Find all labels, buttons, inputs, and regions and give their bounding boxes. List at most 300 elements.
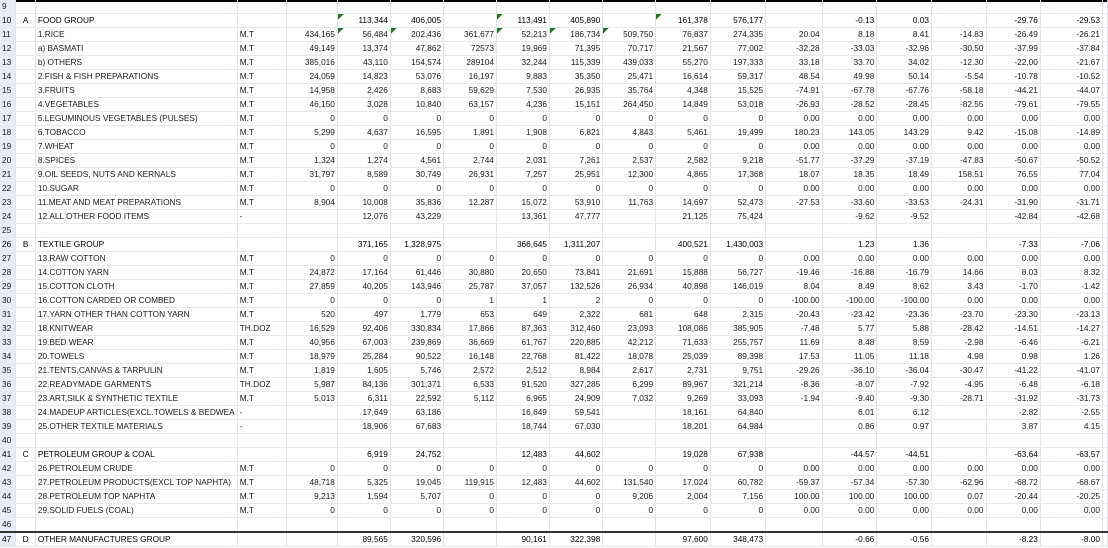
value-cell[interactable] [986,434,1040,448]
empty-cell[interactable] [1103,70,1108,84]
value-cell[interactable]: 301,371 [390,378,443,392]
value-cell[interactable]: 1 [497,294,550,308]
unit-cell[interactable]: TH.DOZ [237,378,286,392]
unit-cell[interactable]: M.T [237,98,286,112]
value-cell[interactable]: 161,378 [656,14,711,28]
value-cell[interactable] [337,0,390,14]
value-cell[interactable]: -1.94 [766,392,823,406]
value-cell[interactable]: 8.32 [1040,266,1102,280]
value-cell[interactable] [497,0,550,14]
value-cell[interactable] [766,434,823,448]
row-header[interactable]: 39 [0,420,16,434]
value-cell[interactable]: -41.07 [1040,364,1102,378]
item-name-cell[interactable]: 28.PETROLEUM TOP NAPHTA [35,490,237,504]
value-cell[interactable]: 50.14 [877,70,932,84]
value-cell[interactable]: -37.29 [822,154,877,168]
section-code-cell[interactable] [16,126,35,140]
value-cell[interactable]: -82.55 [931,98,986,112]
empty-cell[interactable] [1103,98,1108,112]
value-cell[interactable]: 36,669 [444,336,497,350]
row-header[interactable]: 22 [0,182,16,196]
value-cell[interactable]: 6.12 [877,406,932,420]
unit-cell[interactable] [237,434,286,448]
value-cell[interactable]: 0.00 [986,182,1040,196]
value-cell[interactable]: -2.98 [931,336,986,350]
value-cell[interactable]: 1,779 [390,308,443,322]
value-cell[interactable]: 0.00 [1040,140,1102,154]
empty-cell[interactable] [1103,140,1108,154]
value-cell[interactable]: 154,574 [390,56,443,70]
empty-cell[interactable] [1103,28,1108,42]
item-name-cell[interactable]: 16.COTTON CARDED OR COMBED [35,294,237,308]
value-cell[interactable]: -0.66 [822,532,877,547]
value-cell[interactable]: 321,214 [710,378,765,392]
value-cell[interactable]: 17,024 [656,476,711,490]
value-cell[interactable]: 21,567 [656,42,711,56]
value-cell[interactable]: 3.43 [931,280,986,294]
empty-cell[interactable] [1103,350,1108,364]
value-cell[interactable]: 59,317 [710,70,765,84]
value-cell[interactable] [444,532,497,547]
value-cell[interactable] [656,224,711,238]
value-cell[interactable]: 0 [603,294,656,308]
value-cell[interactable]: 4,843 [603,126,656,140]
value-cell[interactable]: 42,212 [603,336,656,350]
value-cell[interactable]: 0.00 [766,140,823,154]
value-cell[interactable]: 89,398 [710,350,765,364]
value-cell[interactable]: 6,821 [549,126,602,140]
value-cell[interactable]: 5,325 [337,476,390,490]
value-cell[interactable]: 0.00 [877,112,932,126]
value-cell[interactable]: 23,093 [603,322,656,336]
unit-cell[interactable] [237,518,286,533]
value-cell[interactable]: -23.30 [986,308,1040,322]
value-cell[interactable]: 8.03 [986,266,1040,280]
value-cell[interactable]: 40,956 [286,336,337,350]
value-cell[interactable]: -0.56 [877,532,932,547]
value-cell[interactable]: 0 [710,504,765,518]
value-cell[interactable]: 0.00 [931,140,986,154]
value-cell[interactable]: 40,205 [337,280,390,294]
value-cell[interactable]: 9,206 [603,490,656,504]
value-cell[interactable] [931,518,986,533]
value-cell[interactable]: 0 [444,252,497,266]
value-cell[interactable]: 7,032 [603,392,656,406]
value-cell[interactable]: -42.68 [1040,210,1102,224]
value-cell[interactable]: 18.07 [766,168,823,182]
value-cell[interactable]: 37,057 [497,280,550,294]
value-cell[interactable]: 26,935 [549,84,602,98]
section-code-cell[interactable] [16,518,35,533]
unit-cell[interactable]: - [237,420,286,434]
value-cell[interactable]: -5.54 [931,70,986,84]
value-cell[interactable]: 0 [286,294,337,308]
item-name-cell[interactable]: OTHER MANUFACTURES GROUP [35,532,237,547]
value-cell[interactable]: 71,395 [549,42,602,56]
value-cell[interactable]: -2.82 [986,406,1040,420]
section-code-cell[interactable] [16,490,35,504]
value-cell[interactable]: -28.71 [931,392,986,406]
value-cell[interactable]: 0.00 [986,294,1040,308]
value-cell[interactable]: 405,890 [549,14,602,28]
row-header[interactable]: 26 [0,238,16,252]
value-cell[interactable]: 0 [286,112,337,126]
value-cell[interactable]: 406,005 [390,14,443,28]
value-cell[interactable]: 202,436 [390,28,443,42]
value-cell[interactable] [603,420,656,434]
value-cell[interactable]: 17,368 [710,168,765,182]
value-cell[interactable]: 0 [337,504,390,518]
value-cell[interactable] [766,448,823,462]
value-cell[interactable] [766,224,823,238]
value-cell[interactable]: 33,093 [710,392,765,406]
value-cell[interactable]: 47,777 [549,210,602,224]
value-cell[interactable]: -100.00 [766,294,823,308]
value-cell[interactable]: 12,483 [497,448,550,462]
value-cell[interactable]: 46,150 [286,98,337,112]
value-cell[interactable]: 75,424 [710,210,765,224]
value-cell[interactable]: -27.53 [766,196,823,210]
item-name-cell[interactable]: 5.LEGUMINOUS VEGETABLES (PULSES) [35,112,237,126]
row-header[interactable]: 43 [0,476,16,490]
value-cell[interactable]: 13,361 [497,210,550,224]
value-cell[interactable]: 0.00 [877,462,932,476]
section-code-cell[interactable]: C [16,448,35,462]
value-cell[interactable]: 400,521 [656,238,711,252]
item-name-cell[interactable]: 4.VEGETABLES [35,98,237,112]
item-name-cell[interactable]: 20.TOWELS [35,350,237,364]
value-cell[interactable]: 7,261 [549,154,602,168]
value-cell[interactable]: 0.00 [931,462,986,476]
value-cell[interactable]: 10,840 [390,98,443,112]
value-cell[interactable]: -20.44 [986,490,1040,504]
value-cell[interactable] [931,14,986,28]
value-cell[interactable]: 19,028 [656,448,711,462]
value-cell[interactable]: 0 [444,182,497,196]
value-cell[interactable] [766,532,823,547]
value-cell[interactable]: -23.70 [931,308,986,322]
value-cell[interactable]: 0 [337,252,390,266]
value-cell[interactable]: 0 [286,140,337,154]
value-cell[interactable]: -28.52 [822,98,877,112]
value-cell[interactable]: 100.00 [766,490,823,504]
value-cell[interactable]: 0 [603,140,656,154]
value-cell[interactable]: -62.96 [931,476,986,490]
value-cell[interactable]: 2,537 [603,154,656,168]
value-cell[interactable]: -26.93 [766,98,823,112]
empty-cell[interactable] [1103,392,1108,406]
value-cell[interactable]: 2,322 [549,308,602,322]
value-cell[interactable]: -37.99 [986,42,1040,56]
value-cell[interactable]: 0 [656,182,711,196]
value-cell[interactable]: 5.88 [877,322,932,336]
value-cell[interactable] [822,224,877,238]
value-cell[interactable]: 71,633 [656,336,711,350]
empty-cell[interactable] [1103,448,1108,462]
value-cell[interactable]: 239,869 [390,336,443,350]
section-code-cell[interactable] [16,28,35,42]
value-cell[interactable]: 0.07 [931,490,986,504]
section-code-cell[interactable] [16,378,35,392]
value-cell[interactable]: 0 [444,112,497,126]
section-code-cell[interactable] [16,336,35,350]
value-cell[interactable]: 0.00 [766,462,823,476]
value-cell[interactable]: 11.05 [822,350,877,364]
section-code-cell[interactable] [16,98,35,112]
empty-cell[interactable] [1103,364,1108,378]
value-cell[interactable] [766,518,823,533]
value-cell[interactable]: 434,165 [286,28,337,42]
value-cell[interactable] [286,420,337,434]
empty-cell[interactable] [1103,126,1108,140]
value-cell[interactable]: 1,819 [286,364,337,378]
unit-cell[interactable]: M.T [237,42,286,56]
section-code-cell[interactable] [16,420,35,434]
value-cell[interactable]: 44,602 [549,476,602,490]
section-code-cell[interactable] [16,252,35,266]
value-cell[interactable] [444,14,497,28]
value-cell[interactable]: 2,512 [497,364,550,378]
value-cell[interactable]: 49,149 [286,42,337,56]
value-cell[interactable] [766,406,823,420]
value-cell[interactable]: -68.67 [1040,476,1102,490]
value-cell[interactable]: -20.43 [766,308,823,322]
value-cell[interactable] [286,224,337,238]
value-cell[interactable]: 264,450 [603,98,656,112]
value-cell[interactable]: 53,076 [390,70,443,84]
value-cell[interactable] [766,210,823,224]
unit-cell[interactable]: M.T [237,126,286,140]
value-cell[interactable]: -50.67 [986,154,1040,168]
value-cell[interactable]: 40,898 [656,280,711,294]
value-cell[interactable]: -14.83 [931,28,986,42]
value-cell[interactable]: 0 [390,252,443,266]
row-header[interactable]: 13 [0,56,16,70]
value-cell[interactable]: 48,718 [286,476,337,490]
section-code-cell[interactable] [16,70,35,84]
value-cell[interactable]: -7.92 [877,378,932,392]
value-cell[interactable]: 0.00 [1040,504,1102,518]
value-cell[interactable] [337,224,390,238]
item-name-cell[interactable]: 12.ALL OTHER FOOD ITEMS [35,210,237,224]
value-cell[interactable]: 14,958 [286,84,337,98]
value-cell[interactable]: -36.04 [877,364,932,378]
value-cell[interactable]: 0 [710,140,765,154]
value-cell[interactable] [656,0,711,14]
value-cell[interactable]: 1,908 [497,126,550,140]
value-cell[interactable]: 180.23 [766,126,823,140]
value-cell[interactable]: 509,750 [603,28,656,42]
value-cell[interactable]: -7.48 [766,322,823,336]
value-cell[interactable]: 25,787 [444,280,497,294]
value-cell[interactable]: 0 [549,252,602,266]
value-cell[interactable]: 6,533 [444,378,497,392]
value-cell[interactable]: 0 [444,490,497,504]
value-cell[interactable]: 67,938 [710,448,765,462]
value-cell[interactable]: 0.00 [1040,462,1102,476]
value-cell[interactable]: 44,602 [549,448,602,462]
value-cell[interactable]: 1.36 [877,238,932,252]
value-cell[interactable] [390,224,443,238]
empty-cell[interactable] [1103,210,1108,224]
value-cell[interactable]: 2,004 [656,490,711,504]
value-cell[interactable]: 12,300 [603,168,656,182]
section-code-cell[interactable] [16,294,35,308]
section-code-cell[interactable] [16,210,35,224]
empty-cell[interactable] [1103,336,1108,350]
value-cell[interactable]: -44.51 [877,448,932,462]
item-name-cell[interactable]: 2.FISH & FISH PREPARATIONS [35,70,237,84]
value-cell[interactable]: 52,473 [710,196,765,210]
unit-cell[interactable]: M.T [237,252,286,266]
value-cell[interactable]: 2,572 [444,364,497,378]
value-cell[interactable] [286,0,337,14]
value-cell[interactable]: 2 [549,294,602,308]
item-name-cell[interactable] [35,0,237,14]
value-cell[interactable]: -8.23 [986,532,1040,547]
value-cell[interactable]: 0 [390,112,443,126]
empty-cell[interactable] [1103,322,1108,336]
item-name-cell[interactable]: 11.MEAT AND MEAT PREPARATIONS [35,196,237,210]
value-cell[interactable]: 18,744 [497,420,550,434]
value-cell[interactable]: 1,430,003 [710,238,765,252]
value-cell[interactable]: 0.00 [822,112,877,126]
value-cell[interactable] [931,434,986,448]
item-name-cell[interactable]: 21.TENTS,CANVAS & TARPULIN [35,364,237,378]
value-cell[interactable]: 30,749 [390,168,443,182]
value-cell[interactable]: 35,350 [549,70,602,84]
value-cell[interactable]: 0 [497,504,550,518]
item-name-cell[interactable]: 22.READYMADE GARMENTS [35,378,237,392]
value-cell[interactable]: -0.13 [822,14,877,28]
value-cell[interactable]: 64,840 [710,406,765,420]
empty-cell[interactable] [1103,42,1108,56]
empty-cell[interactable] [1103,266,1108,280]
unit-cell[interactable]: M.T [237,280,286,294]
section-code-cell[interactable] [16,140,35,154]
value-cell[interactable]: 0 [286,182,337,196]
value-cell[interactable]: 18,201 [656,420,711,434]
value-cell[interactable] [286,434,337,448]
value-cell[interactable]: 0 [337,294,390,308]
value-cell[interactable]: 0 [337,140,390,154]
value-cell[interactable]: -8.36 [766,378,823,392]
value-cell[interactable]: 63,186 [390,406,443,420]
value-cell[interactable]: 0 [603,182,656,196]
value-cell[interactable]: 0 [497,462,550,476]
section-code-cell[interactable] [16,392,35,406]
value-cell[interactable]: 115,339 [549,56,602,70]
value-cell[interactable] [337,434,390,448]
value-cell[interactable]: 0.00 [931,504,986,518]
value-cell[interactable]: 348,473 [710,532,765,547]
value-cell[interactable]: 2,744 [444,154,497,168]
value-cell[interactable] [710,434,765,448]
value-cell[interactable]: 0.86 [822,420,877,434]
value-cell[interactable]: -28.45 [877,98,932,112]
value-cell[interactable]: 322,398 [549,532,602,547]
item-name-cell[interactable]: 17.YARN OTHER THAN COTTON YARN [35,308,237,322]
value-cell[interactable]: 0 [603,112,656,126]
value-cell[interactable]: 26,934 [603,280,656,294]
value-cell[interactable]: 11.18 [877,350,932,364]
value-cell[interactable]: -6.48 [986,378,1040,392]
value-cell[interactable]: -31.73 [1040,392,1102,406]
value-cell[interactable]: 100.00 [877,490,932,504]
value-cell[interactable]: -23.36 [877,308,932,322]
value-cell[interactable]: 361,677 [444,28,497,42]
empty-cell[interactable] [1103,238,1108,252]
value-cell[interactable]: 7,156 [710,490,765,504]
value-cell[interactable]: 4,865 [656,168,711,182]
value-cell[interactable]: -9.30 [877,392,932,406]
value-cell[interactable]: 4.15 [1040,420,1102,434]
value-cell[interactable]: 2,617 [603,364,656,378]
value-cell[interactable]: -20.25 [1040,490,1102,504]
item-name-cell[interactable]: 27.PETROLEUM PRODUCTS(EXCL TOP NAPHTA) [35,476,237,490]
value-cell[interactable]: -26.21 [1040,28,1102,42]
value-cell[interactable]: 0.00 [877,140,932,154]
value-cell[interactable]: 0 [656,112,711,126]
value-cell[interactable]: -37.84 [1040,42,1102,56]
value-cell[interactable]: 0.00 [822,504,877,518]
value-cell[interactable]: 67,030 [549,420,602,434]
value-cell[interactable]: -50.52 [1040,154,1102,168]
value-cell[interactable]: 53,018 [710,98,765,112]
row-header[interactable]: 29 [0,280,16,294]
value-cell[interactable]: -8.00 [1040,532,1102,547]
value-cell[interactable]: 8.62 [877,280,932,294]
section-code-cell[interactable]: D [16,532,35,547]
value-cell[interactable]: 0.00 [766,112,823,126]
value-cell[interactable]: 0.00 [822,140,877,154]
value-cell[interactable]: 19,499 [710,126,765,140]
value-cell[interactable]: -16.79 [877,266,932,280]
value-cell[interactable]: 24,752 [390,448,443,462]
row-header[interactable]: 38 [0,406,16,420]
value-cell[interactable] [286,406,337,420]
value-cell[interactable]: 48.54 [766,70,823,84]
value-cell[interactable]: -23.42 [822,308,877,322]
item-name-cell[interactable]: 29.SOLID FUELS (COAL) [35,504,237,518]
value-cell[interactable]: -9.40 [822,392,877,406]
value-cell[interactable]: 9,751 [710,364,765,378]
value-cell[interactable]: -14.27 [1040,322,1102,336]
unit-cell[interactable] [237,224,286,238]
value-cell[interactable]: 90,161 [497,532,550,547]
empty-cell[interactable] [1103,434,1108,448]
item-name-cell[interactable]: 1.RICE [35,28,237,42]
item-name-cell[interactable] [35,224,237,238]
value-cell[interactable]: -9.62 [822,210,877,224]
section-code-cell[interactable] [16,182,35,196]
value-cell[interactable] [931,420,986,434]
value-cell[interactable]: 4,561 [390,154,443,168]
value-cell[interactable]: -67.78 [822,84,877,98]
row-header[interactable]: 45 [0,504,16,518]
value-cell[interactable] [549,0,602,14]
value-cell[interactable]: 21,125 [656,210,711,224]
value-cell[interactable]: 31,797 [286,168,337,182]
value-cell[interactable]: 0.03 [877,14,932,28]
value-cell[interactable]: 17,164 [337,266,390,280]
empty-cell[interactable] [1103,14,1108,28]
value-cell[interactable]: -100.00 [877,294,932,308]
value-cell[interactable]: 20.04 [766,28,823,42]
value-cell[interactable]: 3,028 [337,98,390,112]
value-cell[interactable] [931,448,986,462]
value-cell[interactable]: 1.23 [822,238,877,252]
